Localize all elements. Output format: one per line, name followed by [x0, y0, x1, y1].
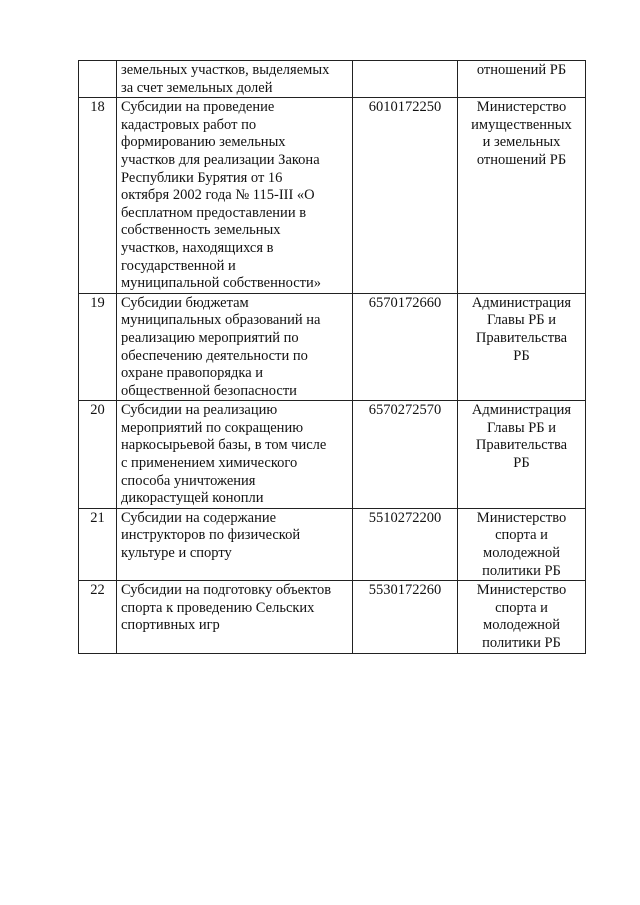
subsidy-name-line: наркосырьевой базы, в том числе: [121, 437, 327, 454]
budget-code-cell: 5530172260: [353, 581, 458, 653]
subsidy-name-cell: [117, 508, 353, 580]
subsidy-name-line: Субсидии бюджетам: [121, 294, 249, 311]
subsidy-name-line: участков, находящихся в: [121, 239, 274, 256]
subsidy-name-line: кадастровых работ по: [121, 116, 257, 133]
table-row: [79, 401, 586, 509]
subsidy-name-line: земельных участков, выделяемых: [121, 62, 330, 78]
subsidy-name-line: за счет земельных долей: [121, 79, 273, 96]
administrator-cell: [458, 401, 586, 509]
budget-code-cell: 6570272570: [353, 401, 458, 509]
subsidy-name-line: Субсидии на реализацию: [121, 402, 278, 419]
table-row: [79, 61, 586, 98]
subsidy-name-line: общественной безопасности: [121, 382, 297, 399]
administrator-line: отношений РБ: [476, 62, 567, 78]
budget-code-cell: 6010172250: [353, 98, 458, 294]
subsidy-name-line: способа уничтожения: [121, 472, 256, 489]
subsidy-name-cell: [117, 293, 353, 401]
subsidy-name-line: октября 2002 года № 115-III «О: [121, 187, 315, 204]
subsidy-name-line: реализацию мероприятий по: [121, 329, 299, 346]
subsidy-name-cell: [117, 401, 353, 509]
administrator-cell: [458, 508, 586, 580]
administrator-cell: [458, 98, 586, 294]
subsidy-name-line: формированию земельных: [121, 134, 286, 151]
administrator-line: спорта и: [495, 599, 548, 616]
administrator-cell: [458, 61, 586, 98]
subsidy-name-line: мероприятий по сокращению: [121, 419, 304, 436]
administrator-cell: [458, 581, 586, 653]
administrator-line: Министерство: [476, 582, 567, 599]
administrator-line: политики РБ: [482, 635, 561, 651]
administrator-line: Министерство: [476, 509, 567, 526]
subsidy-name-line: Субсидии на содержание: [121, 509, 277, 526]
administrator-line: спорта и: [495, 527, 548, 544]
row-number-cell: 20: [79, 401, 117, 509]
administrator-line: молодежной: [483, 617, 560, 634]
subsidy-name-cell: [117, 98, 353, 294]
administrator-line: Главы РБ и: [487, 419, 556, 436]
subsidy-name-line: спорта к проведению Сельских: [121, 599, 315, 616]
subsidy-name-line: дикорастущей конопли: [121, 490, 264, 507]
subsidy-name-line: спортивных игр: [121, 617, 220, 634]
administrator-line: Правительства: [475, 437, 568, 454]
subsidy-name-line: культуре и спорту: [121, 545, 232, 562]
budget-code-cell: 5510272200: [353, 508, 458, 580]
subsidy-name-line: собственность земельных: [121, 222, 281, 239]
subsidy-name-line: охране правопорядка и: [121, 365, 264, 382]
administrator-line: РБ: [513, 455, 530, 472]
administrator-line: молодежной: [483, 545, 560, 562]
subsidy-name-line: инструкторов по физической: [121, 527, 301, 544]
row-number-cell: 18: [79, 98, 117, 294]
administrator-line: Правительства: [475, 329, 568, 346]
table-row: [79, 581, 586, 653]
subsidy-name-line: муниципальных образований на: [121, 312, 321, 329]
subsidy-name-line: участков для реализации Закона: [121, 151, 320, 168]
subsidy-name-line: бесплатном предоставлении в: [121, 204, 307, 221]
budget-code-cell: 6570172660: [353, 293, 458, 401]
subsidies-table: [78, 60, 586, 654]
administrator-line: имущественных: [471, 116, 572, 133]
row-number-cell: [79, 61, 117, 98]
administrator-line: РБ: [513, 347, 530, 364]
subsidy-name-line: муниципальной собственности»: [121, 275, 321, 292]
administrator-line: Министерство: [476, 99, 567, 116]
subsidy-name-line: обеспечению деятельности по: [121, 347, 308, 364]
subsidy-name-line: Субсидии на проведение: [121, 99, 275, 116]
table-body: [79, 61, 586, 654]
administrator-line: Администрация: [471, 294, 572, 311]
administrator-line: Главы РБ и: [487, 312, 556, 329]
administrator-line: и земельных: [482, 134, 561, 151]
row-number-cell: 19: [79, 293, 117, 401]
table-row: [79, 508, 586, 580]
administrator-line: политики РБ: [482, 562, 561, 579]
subsidy-name-line: с применением химического: [121, 455, 298, 472]
table-row: [79, 98, 586, 294]
subsidy-name-cell: [117, 61, 353, 98]
subsidy-name-cell: [117, 581, 353, 653]
budget-code-cell: [353, 61, 458, 98]
administrator-line: Администрация: [471, 402, 572, 419]
table-row: [79, 293, 586, 401]
subsidy-name-line: Республики Бурятия от 16: [121, 169, 283, 186]
subsidy-name-line: Субсидии на подготовку объектов: [121, 582, 332, 599]
subsidy-name-line: государственной и: [121, 257, 236, 274]
row-number-cell: 22: [79, 581, 117, 653]
row-number-cell: 21: [79, 508, 117, 580]
administrator-line: отношений РБ: [476, 151, 567, 168]
administrator-cell: [458, 293, 586, 401]
